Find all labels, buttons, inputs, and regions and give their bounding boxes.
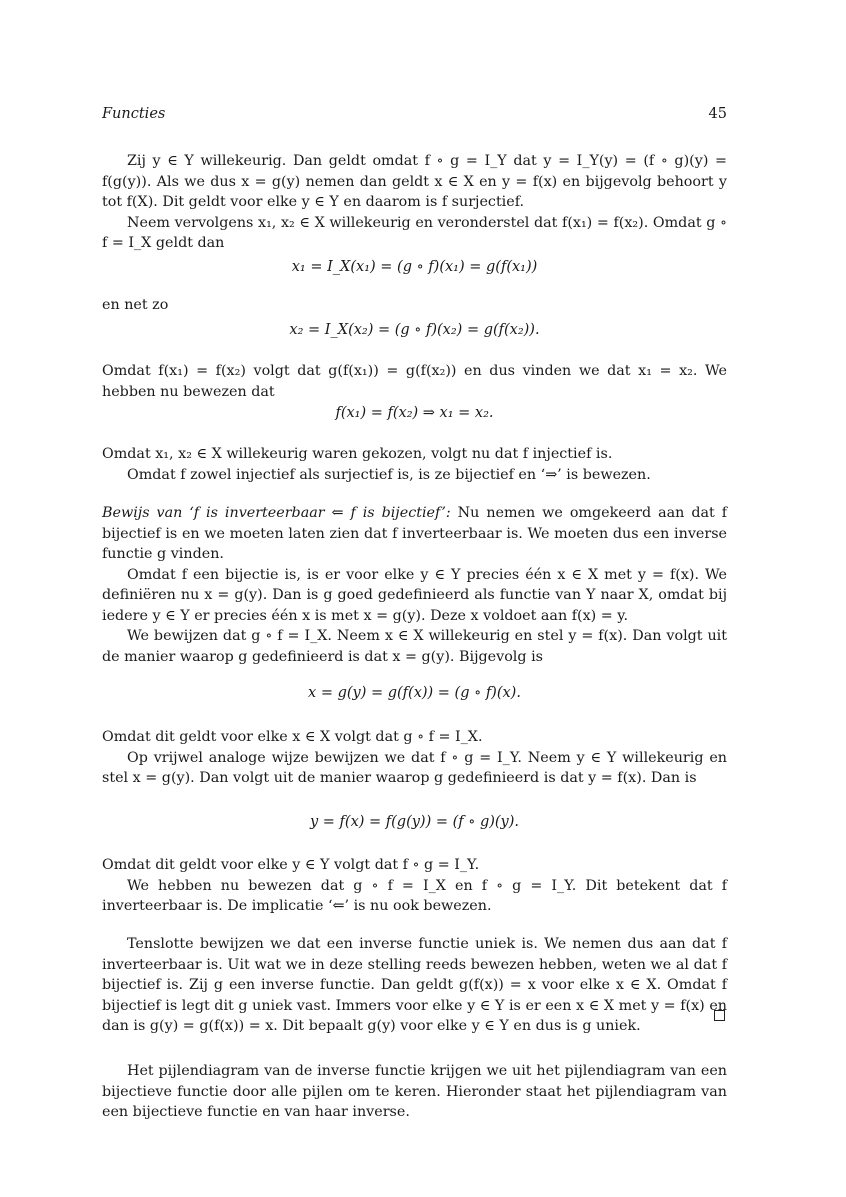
equation: x₁ = I_X(x₁) = (g ∘ f)(x₁) = g(f(x₁)) [291,259,538,275]
paragraph-text: Op vrijwel analoge wijze bewijzen we dat f ∘ g = I_Y. Neem y ∈ Y willekeurig en stel x = g(y). Dan volgt uit de manier waarop g gedefinieerd is dat y = f(x). Dan is [102,749,727,786]
equation: x₂ = I_X(x₂) = (g ∘ f)(x₂) = g(f(x₂)). [289,322,540,338]
paragraph-text: We hebben nu bewezen dat g ∘ f = I_X en f ∘ g = I_Y. Dit betekent dat f inverteerbaar is. De implicatie ‘⇐’ is nu ook bewezen. [102,877,727,914]
paragraph-surjective-proof [102,151,727,254]
page-number: 45 [708,106,727,122]
proof-lead: Bewijs van ‘f is inverteerbaar ⇐ f is bijectief’: [102,505,451,521]
equation: x = g(y) = g(f(x)) = (g ∘ f)(x). [308,685,521,701]
paragraph-text: Omdat dit geldt voor elke y ∈ Y volgt dat f ∘ g = I_Y. [102,857,480,873]
paragraph-bijective-proof [102,503,727,667]
equation: y = f(x) = f(g(y)) = (f ∘ g)(y). [309,814,520,830]
paragraph-uniqueness-proof [102,934,727,1037]
paragraph-text: Tenslotte bewijzen we dat een inverse functie uniek is. We nemen dus aan dat f inverteerbaar is. Uit wat we in deze stelling reeds bewezen hebben, weten we al dat f bijectief is. Zij g een inverse functie. Dan geldt g(f(x)) = x voor elke x ∈ X. Omdat f bijectief is legt dit g uniek vast. Immers voor elke y ∈ Y is er een x ∈ X met y = f(x) en dan is g(y) = g(f(x)) = x. Dit bepaalt g(y) voor elke y ∈ Y en dus is g uniek. [102,936,727,1034]
paragraph-text: We bewijzen dat g ∘ f = I_X. Neem x ∈ X willekeurig en stel y = f(x). Dan volgt uit de manier waarop g gedefinieerd is dat x = g(y). Bijgevolg is [102,628,727,665]
paragraph-text: Het pijlendiagram van de inverse functie krijgen we uit het pijlendiagram van een bijectieve functie door alle pijlen om te keren. Hieronder staat het pijlendiagram van een bijectieve functie en van haar inverse. [102,1063,727,1120]
paragraph-text: Zij y ∈ Y willekeurig. Dan geldt omdat f ∘ g = I_Y dat y = I_Y(y) = (f ∘ g)(y) = f(g(y)). Als we dus x = g(y) nemen dan geldt x ∈ X en y = f(x) en bijgevolg behoort y tot f(X). Dit geldt voor elke y ∈ Y en daarom is f surjectief. [102,153,727,210]
proof-rest: Nu nemen we omgekeerd aan dat f bijectief is en we moeten laten zien dat f inverteerbaar is. We moeten dus een inverse functie g vinden. [102,505,727,562]
paragraph-text [102,503,727,565]
qed-square-icon [714,1010,725,1021]
paragraph-text: Neem vervolgens x₁, x₂ ∈ X willekeurig en veronderstel dat f(x₁) = f(x₂). Omdat g ∘ f = I_X geldt dan [102,214,727,251]
paragraph-text: Omdat f zowel injectief als surjectief is, is ze bijectief en ‘⇒’ is bewezen. [127,466,651,483]
paragraph [102,444,727,485]
paragraph [102,727,727,789]
paragraph-text: Omdat x₁, x₂ ∈ X willekeurig waren gekozen, volgt nu dat f injectief is. [102,446,613,462]
paragraph-text: Omdat f een bijectie is, is er voor elke y ∈ Y precies één x ∈ X met y = f(x). We definiëren nu x = g(y). Dan is g goed gedefinieerd als functie van Y naar X, omdat bij iedere y ∈ Y er precies één x is met x = g(y). Deze x voldoet aan f(x) = y. [102,566,727,624]
paragraph [102,295,727,316]
running-header-title: Functies [102,106,166,122]
paragraph-text: en net zo [102,297,169,313]
paragraph [102,855,727,917]
paragraph-text: Omdat dit geldt voor elke x ∈ X volgt dat g ∘ f = I_X. [102,729,483,745]
equation: f(x₁) = f(x₂) ⇒ x₁ = x₂. [335,405,494,421]
paragraph [102,361,727,402]
paragraph-arrow-diagram [102,1061,727,1123]
paragraph-text: Omdat f(x₁) = f(x₂) volgt dat g(f(x₁)) = g(f(x₂)) en dus vinden we dat x₁ = x₂. We hebben nu bewezen dat [102,363,727,400]
